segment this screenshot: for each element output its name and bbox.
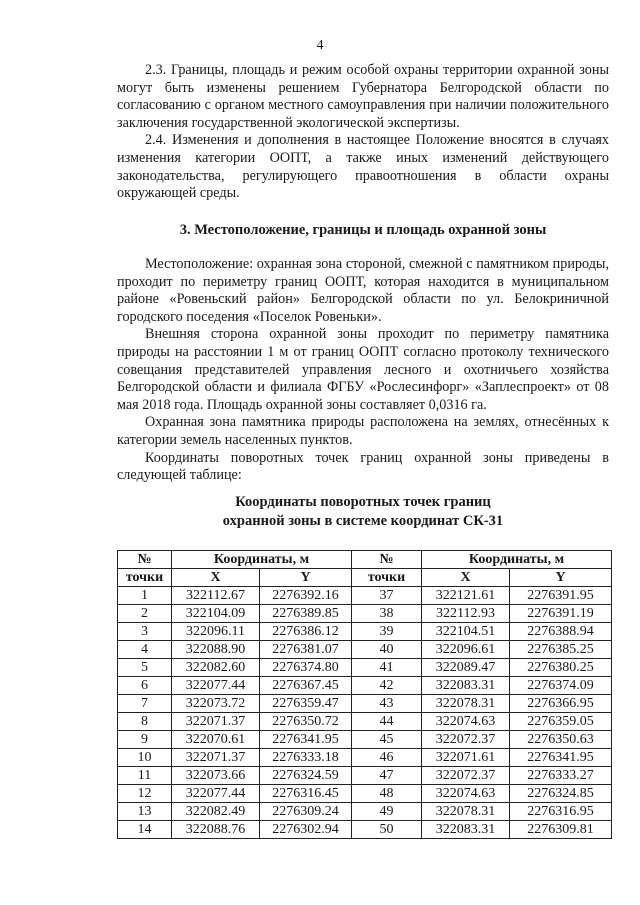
paragraph-2-3: 2.3. Границы, площадь и режим особой охраны территории охранной зоны могут быть изменены решением Губернатора Белгородской области по согласованию с органом местного самоуправления при наличии положительного заключения государственной экологической экспертизы.	[117, 62, 609, 131]
table-row	[118, 713, 612, 731]
cell-x-right: 322083.31	[422, 677, 510, 695]
header-y-right: Y	[510, 569, 612, 587]
cell-point-number-right: 45	[352, 731, 422, 749]
cell-x-left: 322082.60	[172, 659, 260, 677]
cell-x-right: 322072.37	[422, 731, 510, 749]
table-row	[118, 785, 612, 803]
table-row	[118, 695, 612, 713]
cell-point-number-right: 44	[352, 713, 422, 731]
table-row	[118, 605, 612, 623]
header-x-left: X	[172, 569, 260, 587]
cell-point-number-left: 5	[118, 659, 172, 677]
header-point-label-left: точки	[118, 569, 172, 587]
cell-point-number-left: 4	[118, 641, 172, 659]
table-row	[118, 623, 612, 641]
page-number: 4	[316, 38, 324, 53]
cell-point-number-right: 50	[352, 821, 422, 839]
cell-y-right: 2276366.95	[510, 695, 612, 713]
coordinates-table	[117, 550, 612, 839]
table-row	[118, 767, 612, 785]
intro-text	[117, 62, 609, 203]
table-row	[118, 821, 612, 839]
cell-x-right: 322083.31	[422, 821, 510, 839]
header-point-number-left: №	[118, 551, 172, 569]
cell-x-right: 322096.61	[422, 641, 510, 659]
cell-y-left: 2276309.24	[260, 803, 352, 821]
cell-point-number-right: 48	[352, 785, 422, 803]
cell-y-right: 2276391.19	[510, 605, 612, 623]
cell-x-right: 322078.31	[422, 695, 510, 713]
header-point-label-right: точки	[352, 569, 422, 587]
header-coordinates-left: Координаты, м	[172, 551, 352, 569]
cell-x-left: 322088.76	[172, 821, 260, 839]
cell-y-left: 2276392.16	[260, 587, 352, 605]
cell-x-left: 322077.44	[172, 677, 260, 695]
cell-point-number-right: 39	[352, 623, 422, 641]
cell-x-right: 322078.31	[422, 803, 510, 821]
cell-y-right: 2276380.25	[510, 659, 612, 677]
cell-x-right: 322104.51	[422, 623, 510, 641]
cell-y-right: 2276391.95	[510, 587, 612, 605]
header-y-left: Y	[260, 569, 352, 587]
cell-point-number-right: 42	[352, 677, 422, 695]
header-point-number-right: №	[352, 551, 422, 569]
paragraph-location: Местоположение: охранная зона стороной, смежной с памятником природы, проходит по периметру границ ООПТ, которая находится в муниципальном районе «Ровеньский район» Белгородской области по ул. Белокриничной городского поседения «Поселок Ровеньки».	[117, 256, 609, 325]
cell-y-left: 2276381.07	[260, 641, 352, 659]
table-row	[118, 587, 612, 605]
cell-point-number-right: 46	[352, 749, 422, 767]
cell-x-left: 322070.61	[172, 731, 260, 749]
cell-x-right: 322121.61	[422, 587, 510, 605]
cell-y-left: 2276359.47	[260, 695, 352, 713]
cell-x-right: 322072.37	[422, 767, 510, 785]
cell-point-number-left: 1	[118, 587, 172, 605]
table-title	[117, 493, 609, 531]
table-body	[118, 587, 612, 839]
paragraph-table-intro: Координаты поворотных точек границ охранной зоны приведены в следующей таблице:	[117, 449, 609, 484]
cell-x-left: 322112.67	[172, 587, 260, 605]
cell-x-left: 322071.37	[172, 713, 260, 731]
cell-y-right: 2276316.95	[510, 803, 612, 821]
cell-x-right: 322071.61	[422, 749, 510, 767]
cell-x-left: 322073.66	[172, 767, 260, 785]
cell-y-left: 2276333.18	[260, 749, 352, 767]
table-header-row-1	[118, 551, 612, 569]
cell-y-right: 2276341.95	[510, 749, 612, 767]
cell-y-right: 2276388.94	[510, 623, 612, 641]
cell-x-left: 322082.49	[172, 803, 260, 821]
cell-point-number-left: 14	[118, 821, 172, 839]
cell-point-number-left: 3	[118, 623, 172, 641]
cell-y-right: 2276385.25	[510, 641, 612, 659]
header-x-right: X	[422, 569, 510, 587]
paragraph-2-4: 2.4. Изменения и дополнения в настоящее Положение вносятся в случаях изменения категории ООПТ, а также иных изменений действующего законодательства, регулирующего правоотношения в области охраны окружающей среды.	[117, 132, 609, 202]
cell-y-right: 2276333.27	[510, 767, 612, 785]
cell-y-left: 2276389.85	[260, 605, 352, 623]
cell-point-number-right: 41	[352, 659, 422, 677]
cell-y-right: 2276374.09	[510, 677, 612, 695]
header-coordinates-right: Координаты, м	[422, 551, 612, 569]
cell-x-left: 322073.72	[172, 695, 260, 713]
cell-y-right: 2276359.05	[510, 713, 612, 731]
cell-point-number-left: 10	[118, 749, 172, 767]
cell-point-number-left: 2	[118, 605, 172, 623]
cell-point-number-right: 40	[352, 641, 422, 659]
cell-y-left: 2276302.94	[260, 821, 352, 839]
cell-x-left: 322077.44	[172, 785, 260, 803]
cell-y-left: 2276316.45	[260, 785, 352, 803]
cell-point-number-left: 6	[118, 677, 172, 695]
table-row	[118, 731, 612, 749]
cell-x-left: 322104.09	[172, 605, 260, 623]
table-title-line-1: Координаты поворотных точек границ	[235, 494, 491, 510]
cell-y-left: 2276350.72	[260, 713, 352, 731]
section-3-text	[117, 256, 609, 485]
cell-point-number-right: 37	[352, 587, 422, 605]
cell-y-right: 2276350.63	[510, 731, 612, 749]
cell-point-number-right: 47	[352, 767, 422, 785]
cell-y-left: 2276374.80	[260, 659, 352, 677]
cell-y-left: 2276341.95	[260, 731, 352, 749]
cell-y-right: 2276309.81	[510, 821, 612, 839]
cell-point-number-right: 43	[352, 695, 422, 713]
cell-point-number-left: 13	[118, 803, 172, 821]
paragraph-land-category: Охранная зона памятника природы расположена на землях, отнесённых к категории земель населенных пунктов.	[117, 414, 609, 448]
cell-point-number-left: 9	[118, 731, 172, 749]
cell-point-number-left: 7	[118, 695, 172, 713]
cell-point-number-right: 38	[352, 605, 422, 623]
cell-x-right: 322074.63	[422, 713, 510, 731]
table-row	[118, 749, 612, 767]
cell-point-number-left: 11	[118, 767, 172, 785]
cell-y-left: 2276324.59	[260, 767, 352, 785]
cell-point-number-left: 12	[118, 785, 172, 803]
cell-x-left: 322096.11	[172, 623, 260, 641]
cell-x-right: 322089.47	[422, 659, 510, 677]
cell-x-right: 322112.93	[422, 605, 510, 623]
cell-x-right: 322074.63	[422, 785, 510, 803]
section-heading: 3. Местоположение, границы и площадь охранной зоны	[179, 222, 547, 238]
cell-x-left: 322071.37	[172, 749, 260, 767]
cell-y-left: 2276386.12	[260, 623, 352, 641]
table-row	[118, 677, 612, 695]
cell-point-number-right: 49	[352, 803, 422, 821]
cell-y-right: 2276324.85	[510, 785, 612, 803]
table-row	[118, 659, 612, 677]
cell-x-left: 322088.90	[172, 641, 260, 659]
table-row	[118, 803, 612, 821]
paragraph-outer-boundary: Внешняя сторона охранной зоны проходит по периметру памятника природы на расстоянии 1 м от границ ООПТ согласно протоколу технического совещания представителей управления лесного и охотничьего хозяйства Белгородской области и филиала ФГБУ «Рослесинфорг» «Заплеспроект» от 08 мая 2018 года. Площадь охранной зоны составляет 0,0316 га.	[117, 326, 609, 413]
table-title-line-2: охранной зоны в системе координат СК-31	[222, 513, 504, 529]
table-header-row-2	[118, 569, 612, 587]
cell-y-left: 2276367.45	[260, 677, 352, 695]
cell-point-number-left: 8	[118, 713, 172, 731]
table-row	[118, 641, 612, 659]
